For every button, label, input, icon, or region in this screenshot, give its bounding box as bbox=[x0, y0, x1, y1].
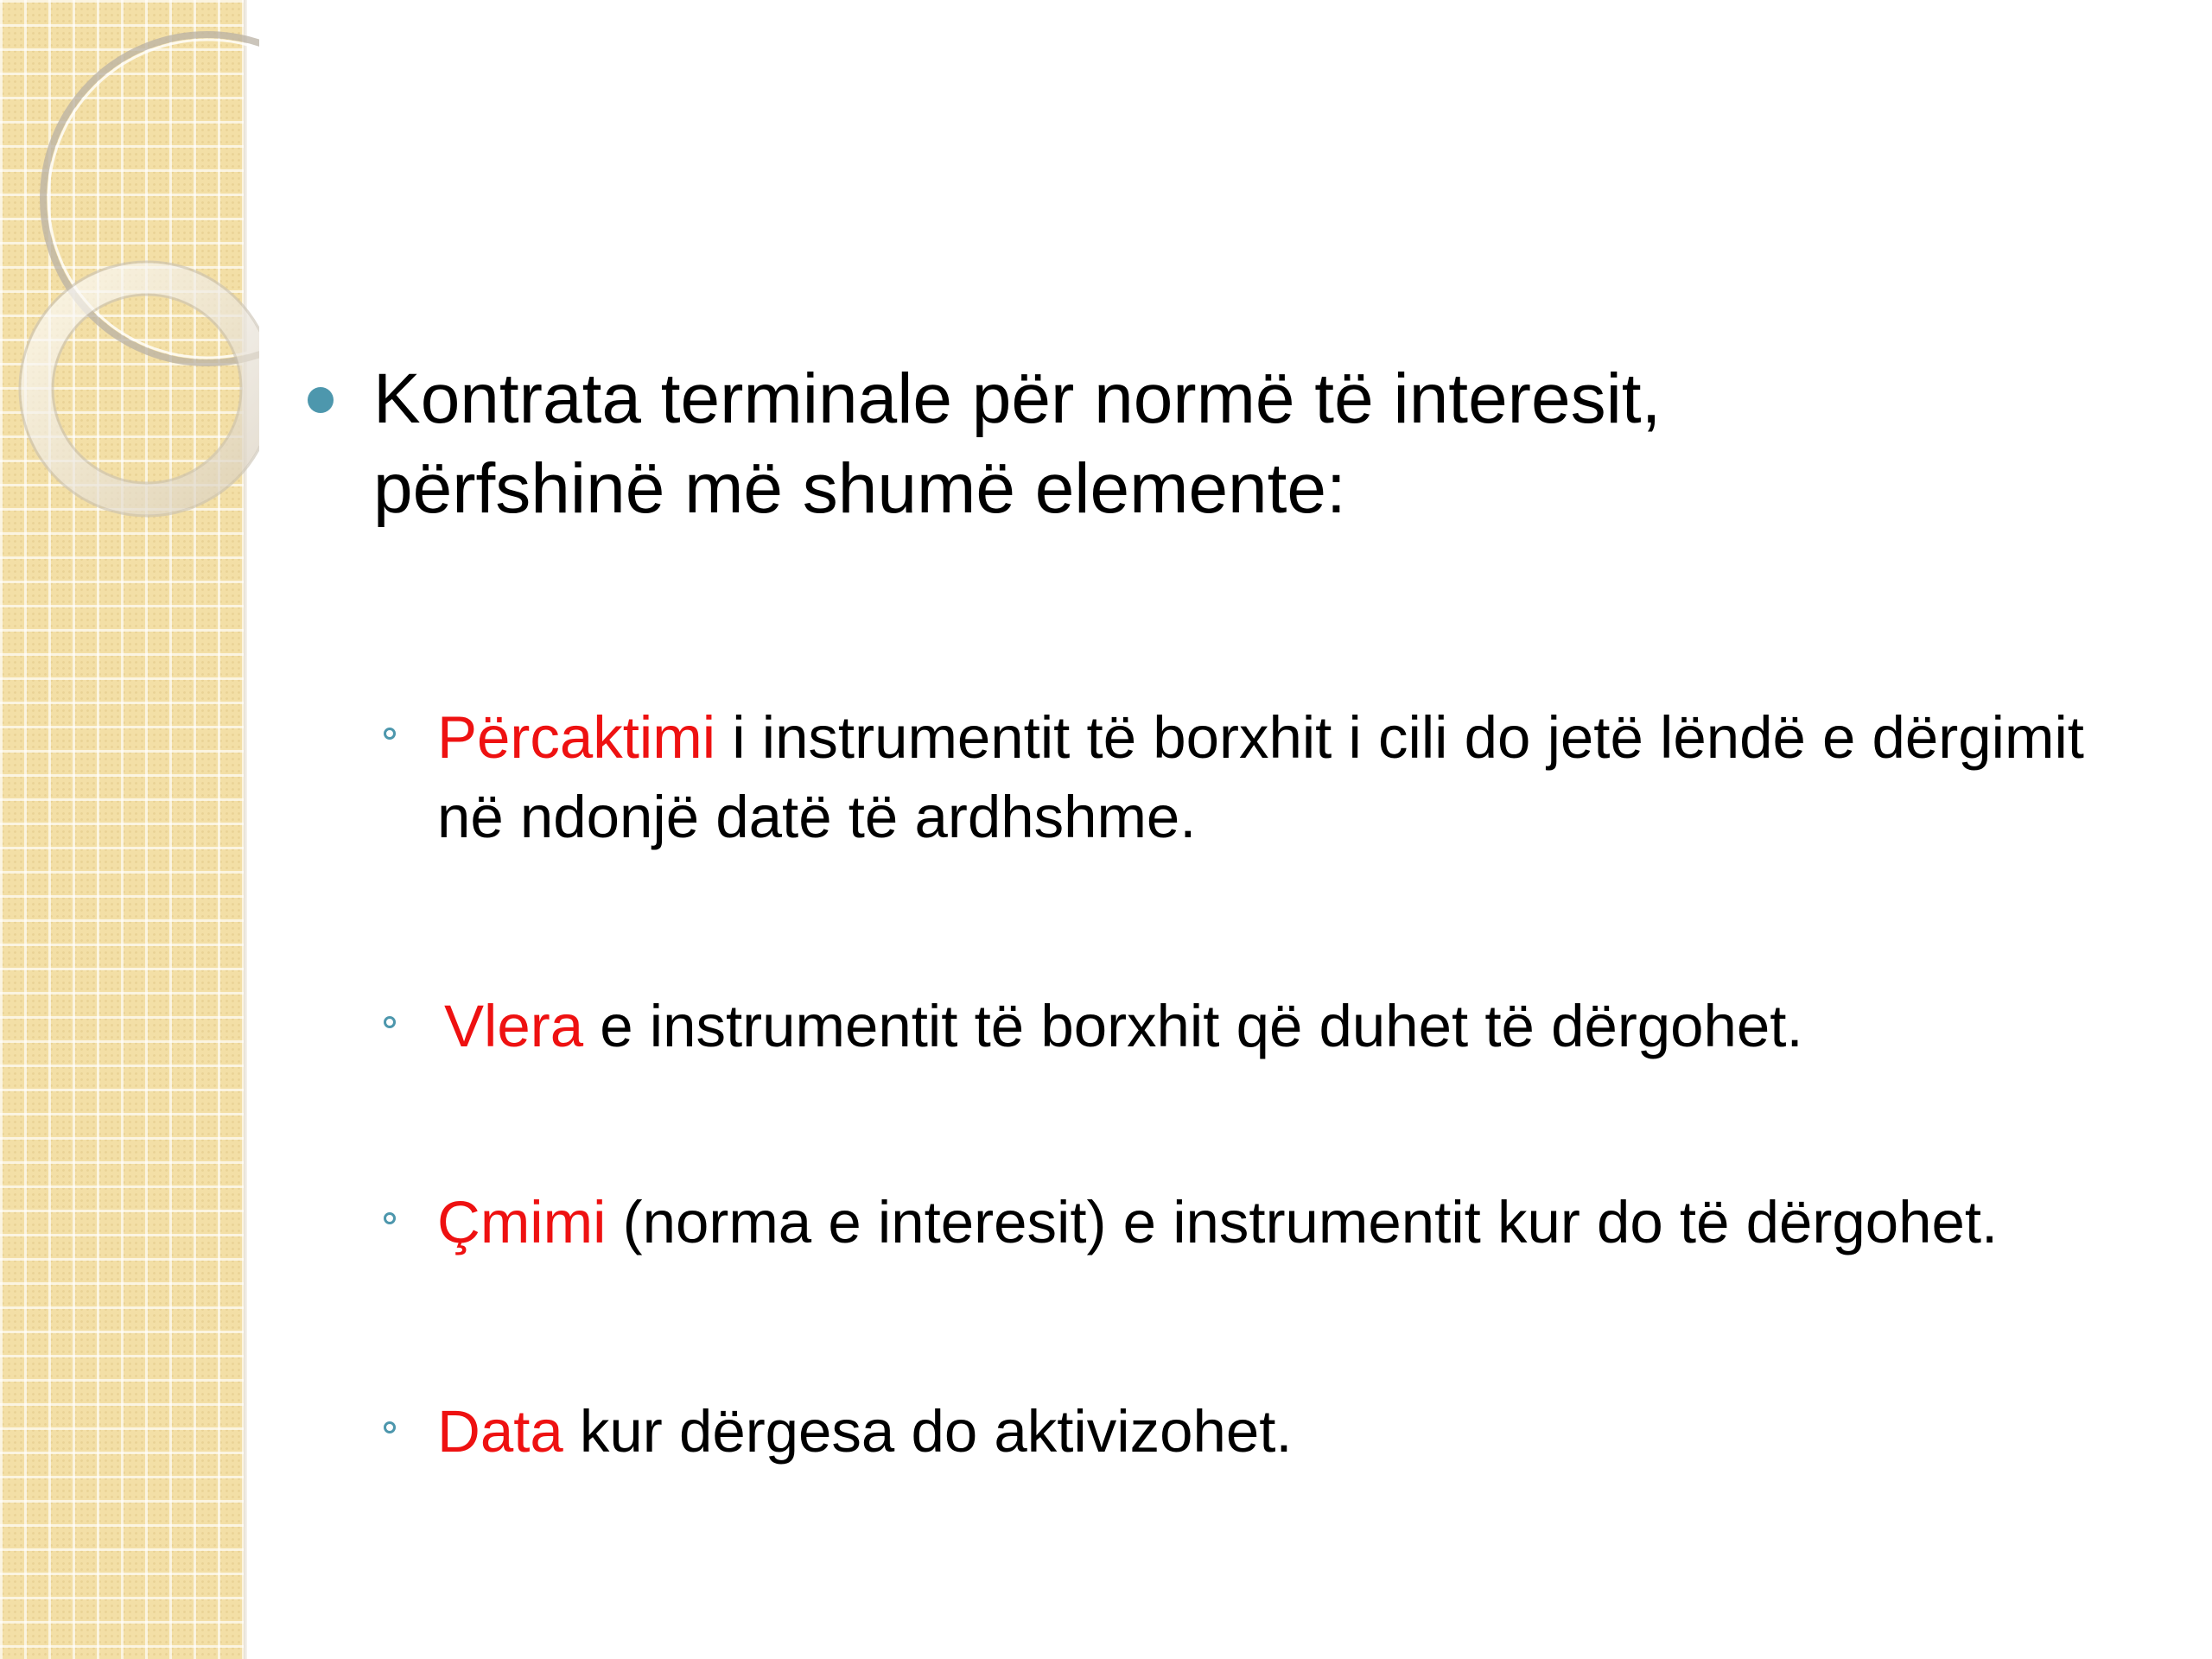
sub-item-text: e instrumentit të borxhit që duhet të dërgohet. bbox=[583, 993, 1803, 1059]
sub-item-percaktimi bbox=[380, 698, 2160, 857]
sub-item-text: kur dërgesa do aktivizohet. bbox=[563, 1398, 1293, 1465]
ring-bullet-icon bbox=[384, 1016, 396, 1028]
ring-bullet-icon bbox=[384, 1212, 396, 1224]
sub-item-vlera bbox=[380, 987, 2160, 1066]
ring-bullet-icon bbox=[384, 728, 396, 740]
thick-ring bbox=[36, 278, 257, 499]
keyword: Përcaktimi bbox=[437, 704, 716, 771]
decorative-rings bbox=[0, 0, 259, 553]
ring-bullet-icon bbox=[384, 1421, 396, 1433]
sub-item-text: (norma e interesit) e instrumentit kur do të dërgohet. bbox=[606, 1189, 1999, 1255]
keyword: Data bbox=[437, 1398, 563, 1465]
sub-bullet-list bbox=[380, 698, 2160, 1471]
keyword: Çmimi bbox=[437, 1189, 607, 1255]
keyword: Vlera bbox=[444, 993, 584, 1059]
main-bullet-line-2: përfshinë më shumë elemente: bbox=[373, 449, 1346, 528]
sub-item-data bbox=[380, 1392, 2160, 1471]
main-bullet-line-1: Kontrata terminale për normë të interesit, bbox=[373, 359, 1662, 438]
slide-content bbox=[294, 354, 2160, 1471]
main-bullet bbox=[294, 354, 2160, 534]
sub-item-cmimi bbox=[380, 1183, 2160, 1262]
bullet-dot-icon bbox=[308, 387, 334, 413]
sub-item-text: i instrumentit të borxhit i cili do jetë lëndë e dërgimit në ndonjë datë të ardhshme. bbox=[437, 704, 2084, 850]
